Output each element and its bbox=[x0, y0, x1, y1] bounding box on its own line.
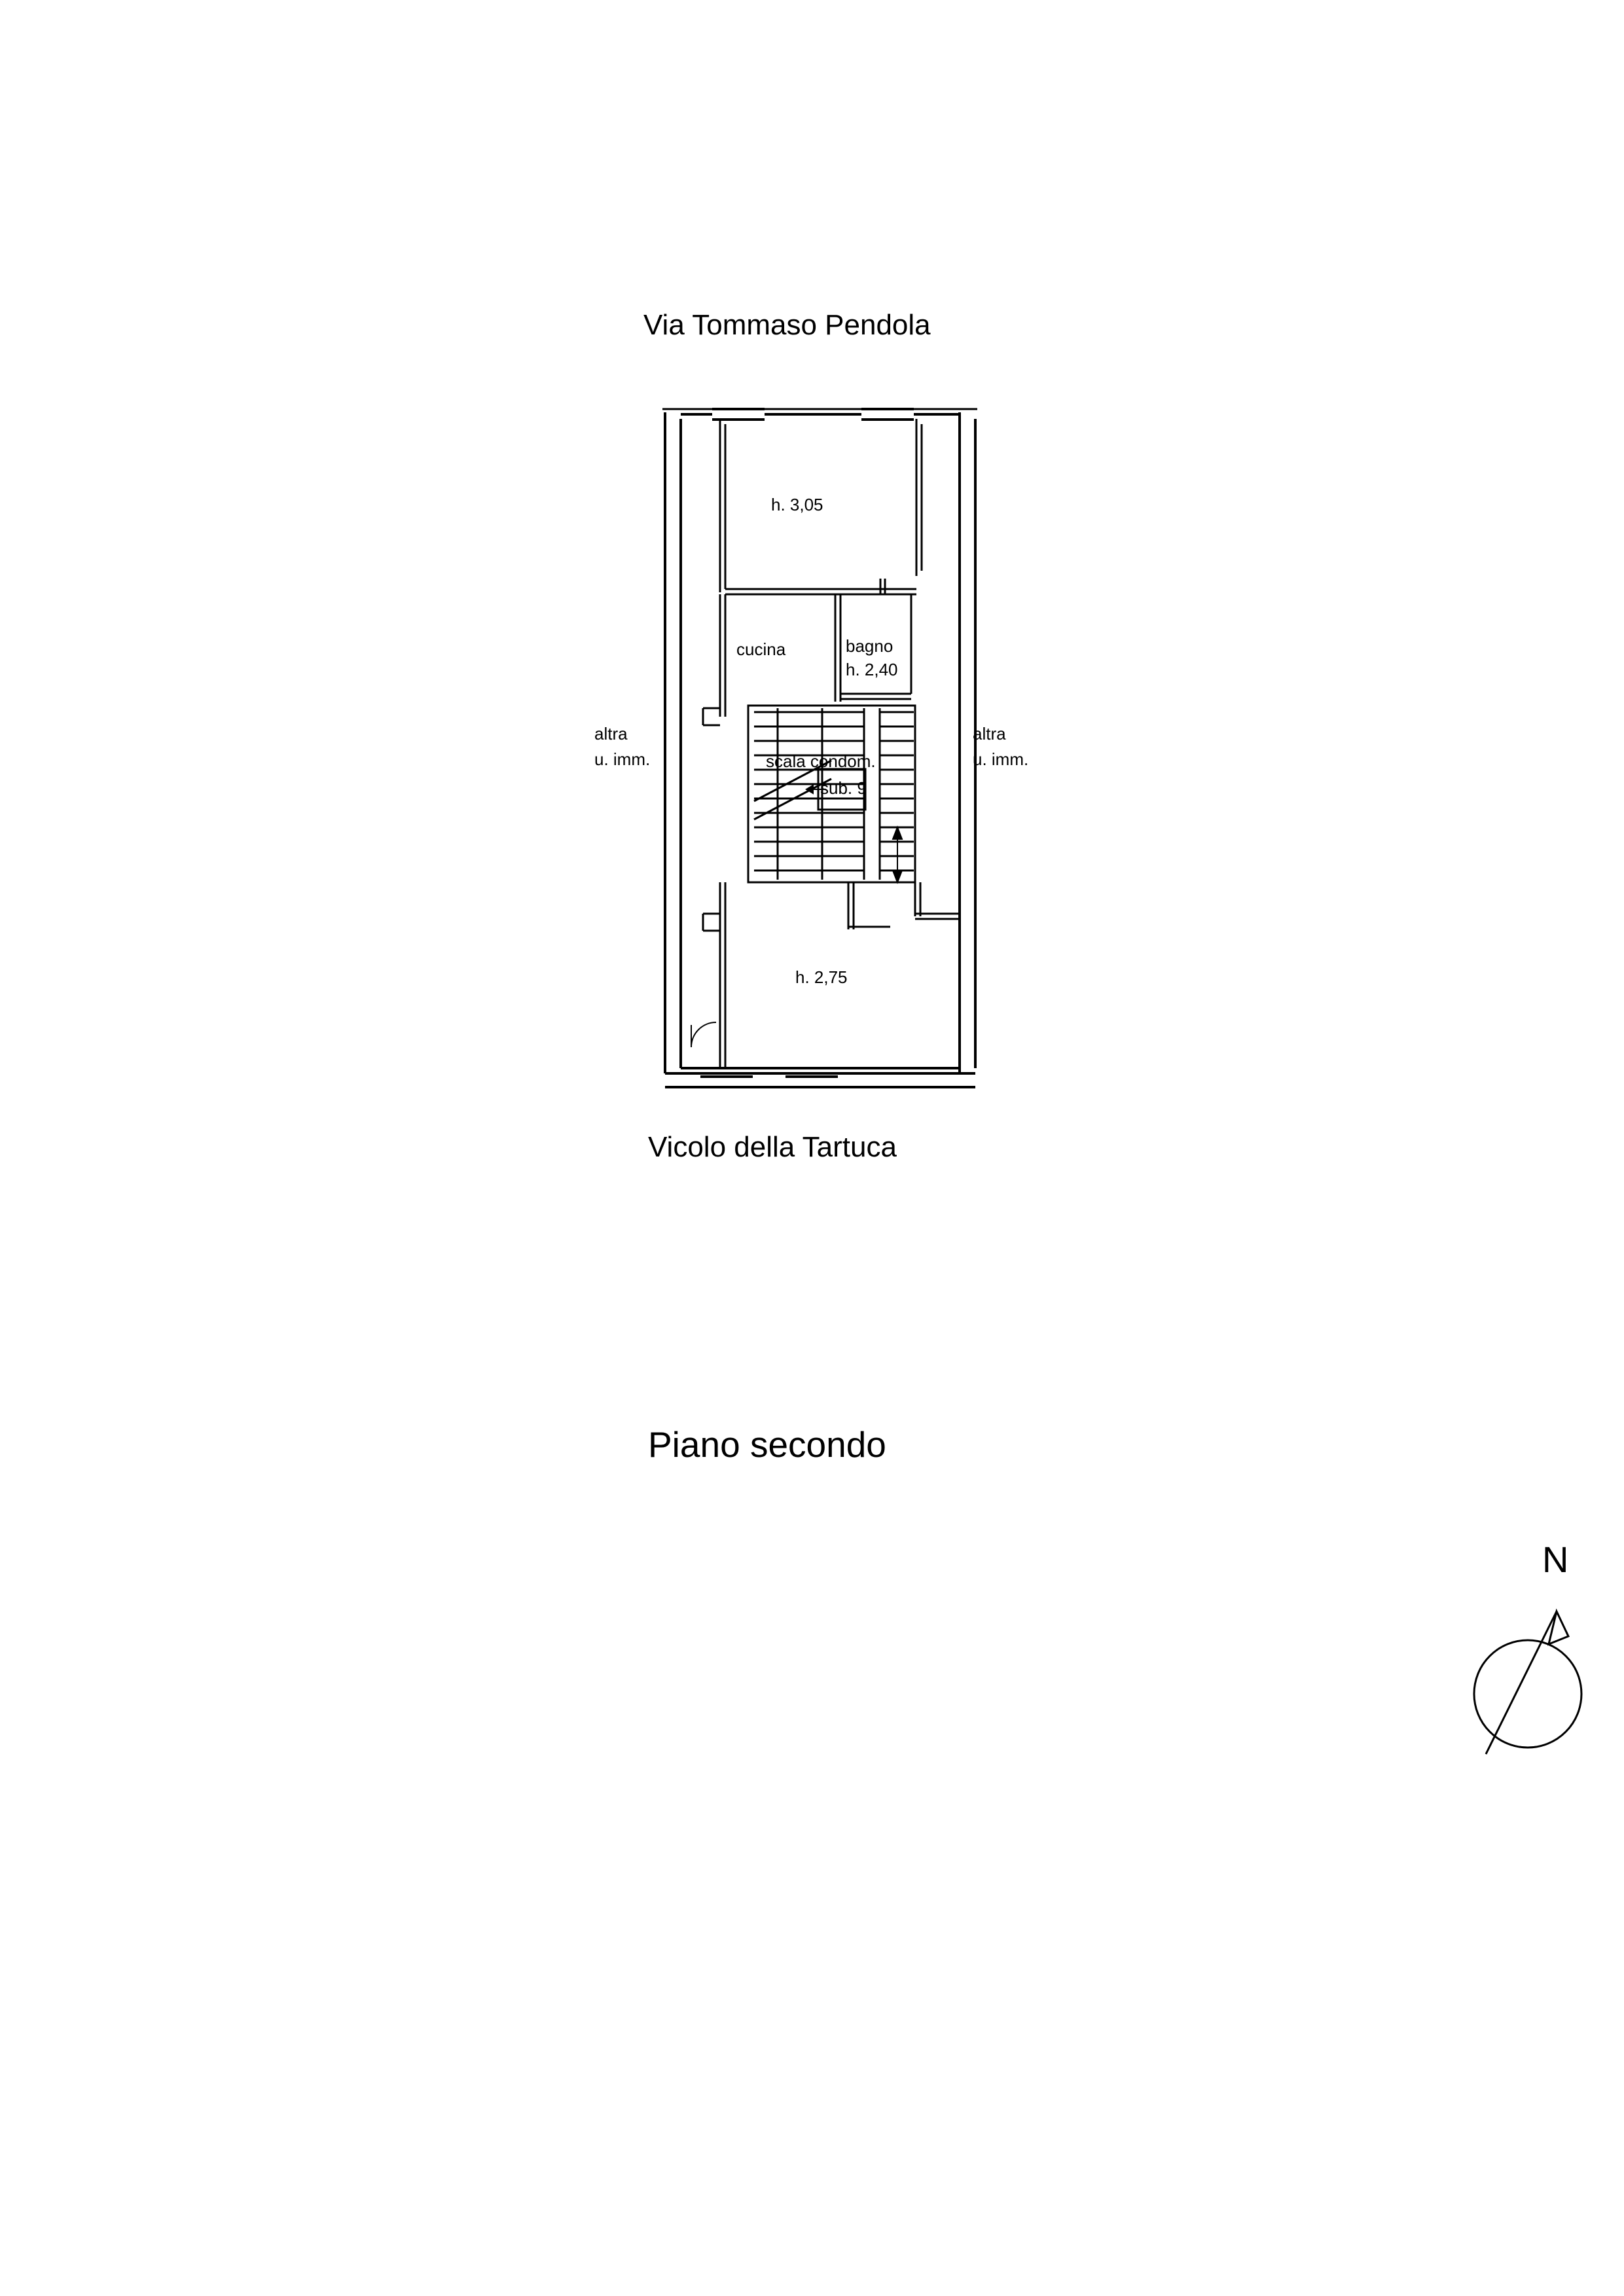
compass-rose bbox=[1474, 1611, 1581, 1754]
top-wall-with-openings bbox=[681, 409, 960, 420]
subunit-label: sub. 9 bbox=[820, 778, 867, 798]
door-swing bbox=[691, 1022, 716, 1047]
wall-niches bbox=[703, 708, 720, 931]
room-label-bagno: bagno bbox=[846, 636, 893, 656]
street-label-bottom: Vicolo della Tartuca bbox=[648, 1131, 897, 1163]
street-label-top: Via Tommaso Pendola bbox=[643, 309, 931, 341]
room-label-cucina: cucina bbox=[736, 639, 786, 659]
page-title: Piano secondo bbox=[648, 1424, 886, 1465]
neighbour-left-line2: u. imm. bbox=[594, 749, 651, 769]
neighbour-left-line1: altra bbox=[594, 724, 628, 744]
neighbour-right-line1: altra bbox=[973, 724, 1006, 744]
room-height-upper: h. 3,05 bbox=[771, 495, 823, 514]
room-height-bagno: h. 2,40 bbox=[846, 660, 898, 679]
north-letter: N bbox=[1542, 1539, 1569, 1580]
stair-direction-arrow-vertical bbox=[893, 827, 902, 882]
bottom-wall-with-openings bbox=[665, 1077, 975, 1087]
neighbour-right-line2: u. imm. bbox=[973, 749, 1029, 769]
stairwell-label: scala condom. bbox=[766, 751, 876, 771]
room-height-lower: h. 2,75 bbox=[795, 967, 848, 987]
